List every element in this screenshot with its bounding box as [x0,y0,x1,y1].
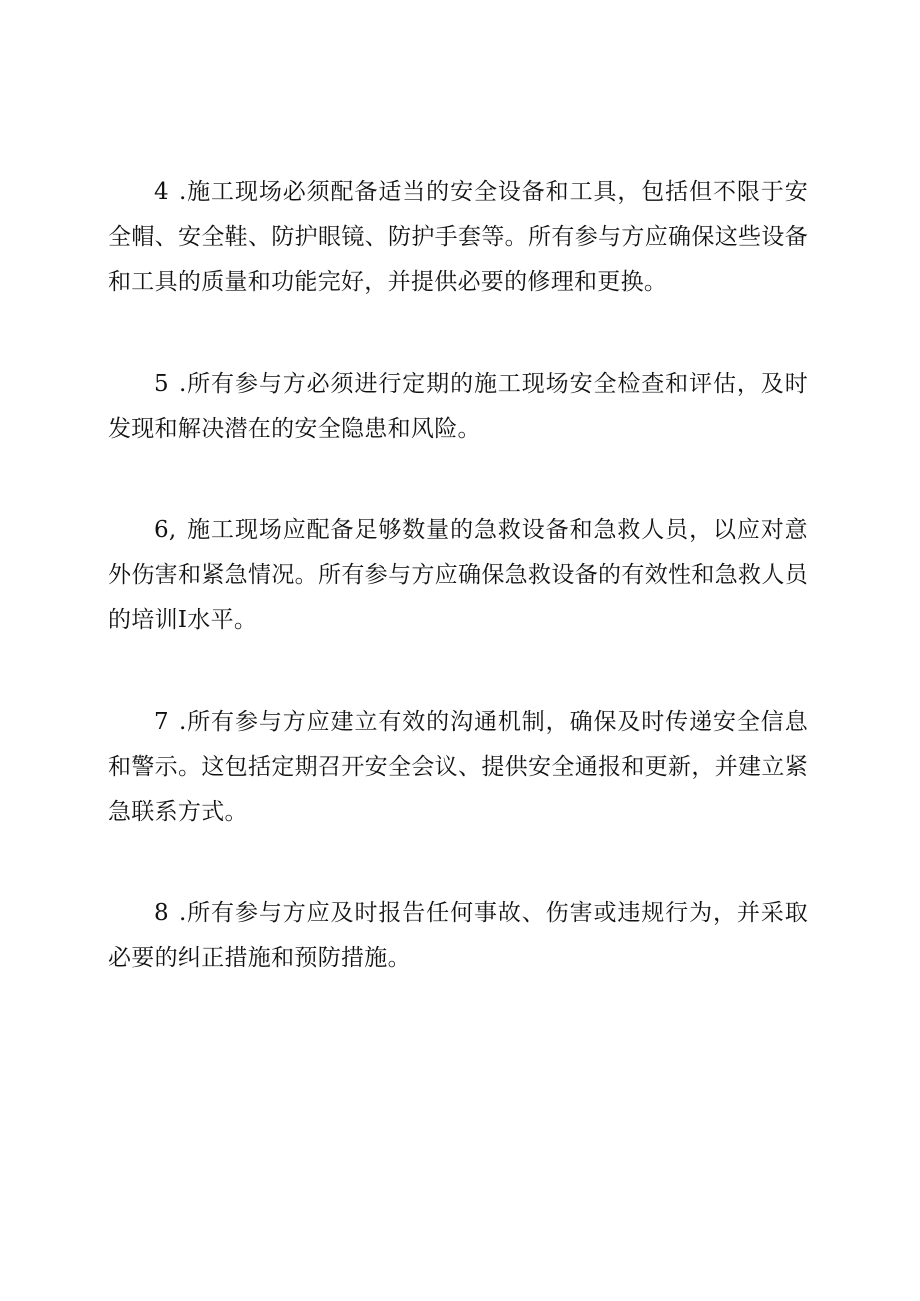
paragraph-number: 6, [154,517,177,543]
paragraph-text: 施工现场应配备足够数量的急救设备和急救人员，以应对意外伤害和紧急情况。所有参与方应确保急救设备的有效性和急救人员的培训I水平。 [108,517,808,633]
paragraph-text: .所有参与方必须进行定期的施工现场安全检查和评估，及时发现和解决潜在的安全隐患和风险。 [108,371,808,442]
paragraph-text: .所有参与方应建立有效的沟通机制，确保及时传递安全信息和警示。这包括定期召开安全会议、提供安全通报和更新，并建立紧急联系方式。 [108,709,808,825]
paragraph-number: 8 [154,900,169,926]
paragraph-text: .所有参与方应及时报告任何事故、伤害或违规行为，并采取必要的纠正措施和预防措施。 [108,900,808,971]
paragraph-item-4 [108,170,808,305]
paragraph-text: .施工现场必须配备适当的安全设备和工具，包括但不限于安全帽、安全鞋、防护眼镜、防护手套等。所有参与方应确保这些设备和工具的质量和功能完好，并提供必要的修理和更换。 [108,179,808,295]
paragraph-item-7 [108,700,808,835]
paragraph-item-6 [108,508,808,643]
paragraph-number: 4 [154,179,169,205]
paragraph-number: 7 [154,709,169,735]
paragraph-item-8 [108,891,808,981]
paragraph-number: 5 [154,371,169,397]
paragraph-item-5 [108,362,808,452]
